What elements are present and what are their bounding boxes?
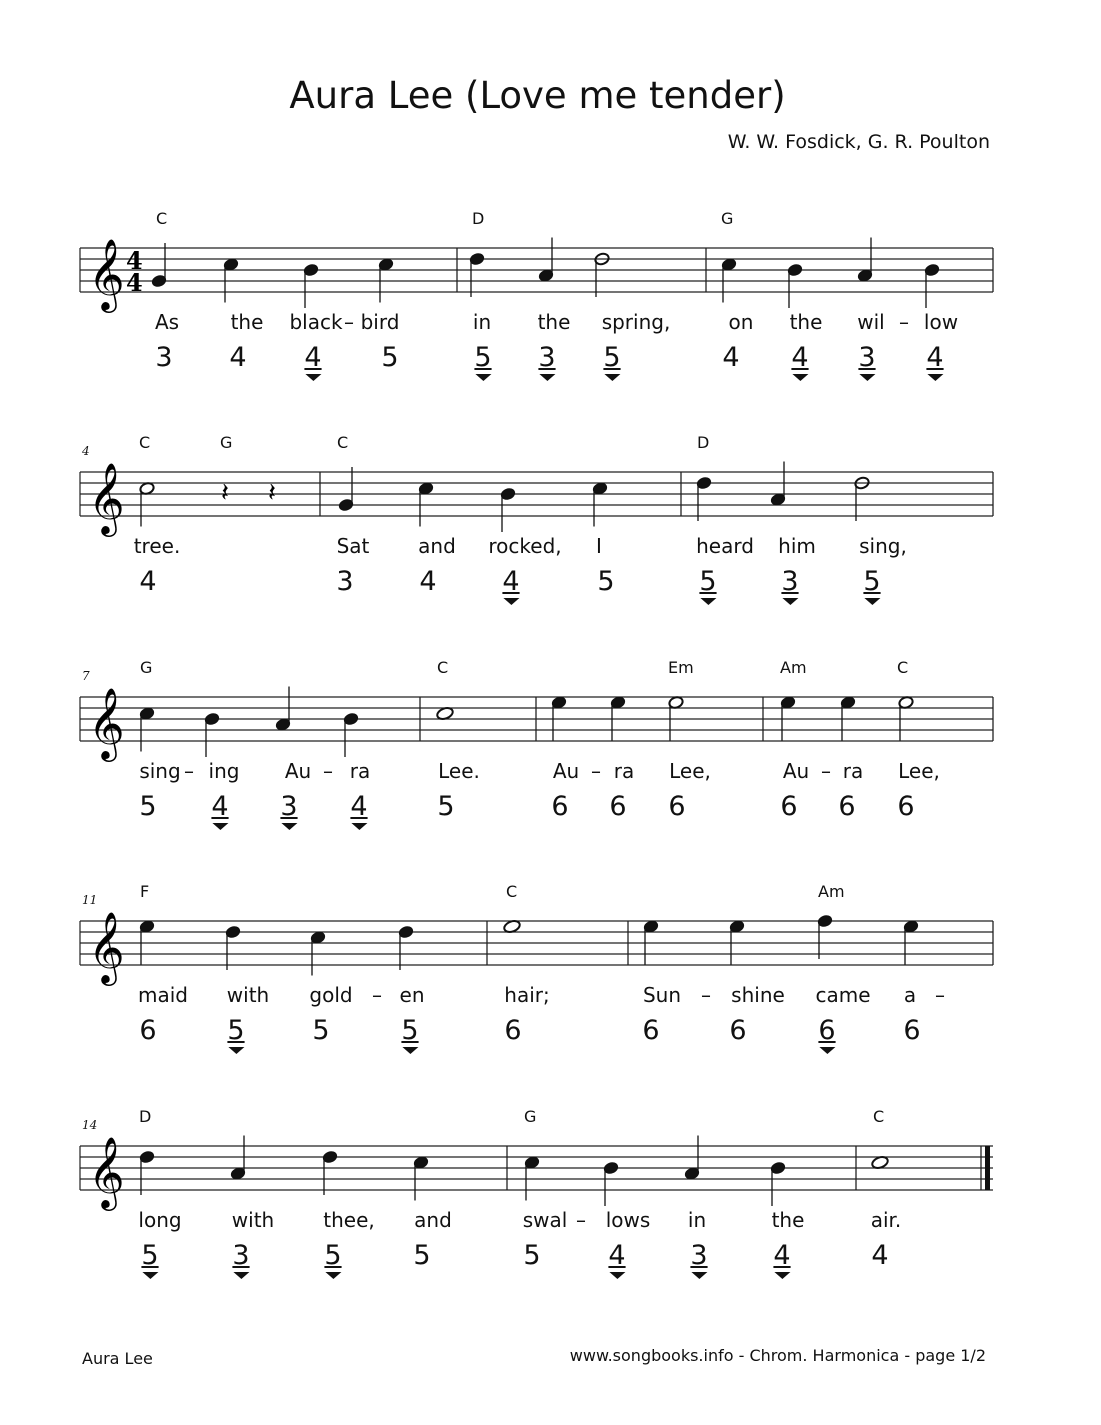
measure-number: 14: [82, 1118, 98, 1132]
harmonica-hole-number: 4: [871, 1240, 889, 1271]
lyric-syllable: –: [701, 983, 711, 1007]
lyric-syllable: shine: [731, 983, 785, 1007]
harmonica-hole-draw: [304, 342, 321, 381]
draw-arrow-icon: [325, 1272, 341, 1279]
harmonica-hole-number: 3: [155, 342, 173, 373]
lyric-syllable: sing,: [859, 534, 907, 558]
staff-system: [0, 879, 1101, 1089]
chord-symbol: G: [721, 209, 734, 228]
lyric-syllable: in: [687, 1208, 707, 1232]
quarter-note: [303, 263, 319, 308]
draw-arrow-icon: [819, 1047, 835, 1054]
harmonica-hole-number: 3: [538, 342, 556, 373]
draw-arrow-icon: [475, 374, 491, 381]
chord-symbol: C: [156, 209, 168, 228]
staff: [0, 1104, 1101, 1224]
quarter-note: [225, 925, 241, 970]
lyric-syllable: wil: [857, 310, 885, 334]
quarter-note: [696, 476, 712, 521]
harmonica-hole-blow: [139, 791, 156, 823]
harmonica-hole-number: 4: [304, 342, 322, 373]
lyric-syllable: air.: [870, 1208, 902, 1232]
harmonica-hole-blow: [729, 1015, 746, 1047]
lyric-syllable: a: [903, 983, 917, 1007]
harmonica-hole-draw: [608, 1240, 625, 1279]
lyric-syllable: with: [226, 983, 270, 1007]
harmonica-hole-draw: [690, 1240, 707, 1279]
harmonica-hole-blow: [419, 566, 436, 598]
quarter-note: [413, 1155, 429, 1200]
lyric-syllable: ra: [613, 759, 635, 783]
chord-symbol: C: [506, 882, 518, 901]
treble-clef-icon: 𝄞: [88, 461, 125, 534]
quarter-note: [204, 712, 220, 757]
footer-source: www.songbooks.info - Chrom. Harmonica - page 1/2: [569, 1346, 986, 1365]
staff-system: [0, 1104, 1101, 1314]
harmonica-hole-number: 4: [773, 1240, 791, 1271]
harmonica-hole-number: 5: [699, 566, 717, 597]
chord-symbol: Em: [668, 658, 694, 677]
harmonica-hole-number: 6: [139, 1015, 157, 1046]
harmonica-hole-draw: [791, 342, 808, 381]
harmonica-hole-blow: [413, 1240, 430, 1272]
harmonica-hole-number: 4: [502, 566, 520, 597]
lyric-syllable: –: [323, 759, 333, 783]
lyric-syllable: tree.: [133, 534, 181, 558]
lyric-syllable: Au: [284, 759, 312, 783]
lyric-syllable: maid: [138, 983, 188, 1007]
draw-arrow-icon: [792, 374, 808, 381]
time-signature-top: 4: [126, 246, 143, 275]
harmonica-hole-number: 4: [211, 791, 229, 822]
lyric-syllable: –: [184, 759, 194, 783]
half-note: [668, 695, 684, 740]
lyric-syllable: ra: [842, 759, 864, 783]
measure-number: 11: [82, 893, 98, 907]
quarter-note: [840, 695, 856, 740]
harmonica-hole-number: 4: [139, 566, 157, 597]
quarter-note: [924, 263, 940, 308]
lyric-syllable: and: [418, 534, 456, 558]
harmonica-hole-blow: [838, 791, 855, 823]
quarter-note: [139, 919, 155, 964]
quarter-note: [310, 930, 326, 975]
draw-arrow-icon: [233, 1272, 249, 1279]
composer-credit: W. W. Fosdick, G. R. Poulton: [727, 131, 990, 153]
chord-symbol: G: [524, 1107, 537, 1126]
quarter-note: [378, 257, 394, 302]
harmonica-hole-draw: [350, 791, 367, 830]
lyric-syllable: I: [596, 534, 602, 558]
lyric-syllable: –: [576, 1208, 586, 1232]
harmonica-hole-draw: [858, 342, 875, 381]
final-barline: [985, 1146, 990, 1190]
lyric-syllable: spring,: [601, 310, 671, 334]
lyric-syllable: swal: [522, 1208, 568, 1232]
harmonica-hole-draw: [211, 791, 228, 830]
treble-clef-icon: 𝄞: [88, 1135, 125, 1208]
lyric-syllable: ing: [208, 759, 240, 783]
harmonica-hole-number: 5: [413, 1240, 431, 1271]
draw-arrow-icon: [539, 374, 555, 381]
harmonica-hole-number: 5: [863, 566, 881, 597]
lyric-syllable: rocked,: [488, 534, 562, 558]
treble-clef-icon: 𝄞: [88, 686, 125, 759]
harmonica-hole-number: 6: [903, 1015, 921, 1046]
chord-symbol: Am: [780, 658, 807, 677]
quarter-note: [139, 1150, 155, 1195]
staff-system: [0, 430, 1101, 640]
harmonica-hole-number: 4: [350, 791, 368, 822]
measure-number: 7: [82, 669, 90, 683]
quarter-note: [398, 925, 414, 970]
harmonica-hole-blow: [139, 1015, 156, 1047]
harmonica-hole-blow: [668, 791, 685, 823]
lyric-syllable: Au: [782, 759, 810, 783]
staff: [0, 430, 1101, 550]
harmonica-hole-number: 5: [474, 342, 492, 373]
lyric-syllable: long: [138, 1208, 182, 1232]
chord-symbol: F: [140, 882, 150, 901]
lyric-syllable: Lee,: [669, 759, 711, 783]
lyric-syllable: and: [414, 1208, 452, 1232]
quarter-note: [551, 695, 567, 740]
quarter-note: [770, 462, 786, 507]
chord-symbol: D: [139, 1107, 152, 1126]
harmonica-hole-draw: [538, 342, 555, 381]
harmonica-hole-blow: [155, 342, 172, 374]
draw-arrow-icon: [305, 374, 321, 381]
quarter-note: [322, 1150, 338, 1195]
harmonica-hole-number: 5: [523, 1240, 541, 1271]
draw-arrow-icon: [281, 823, 297, 830]
harmonica-hole-number: 6: [504, 1015, 522, 1046]
harmonica-hole-number: 3: [858, 342, 876, 373]
quarter-note: [729, 919, 745, 964]
lyric-syllable: on: [728, 310, 754, 334]
lyric-syllable: black: [289, 310, 343, 334]
quarter-note: [275, 687, 291, 732]
lyric-syllable: –: [591, 759, 601, 783]
harmonica-hole-blow: [551, 791, 568, 823]
harmonica-hole-draw: [324, 1240, 341, 1279]
quarter-rest: 𝄽: [268, 478, 276, 508]
quarter-note: [817, 914, 833, 959]
draw-arrow-icon: [228, 1047, 244, 1054]
quarter-note: [903, 919, 919, 964]
harmonica-hole-draw: [227, 1015, 244, 1054]
harmonica-hole-number: 3: [781, 566, 799, 597]
draw-arrow-icon: [782, 598, 798, 605]
harmonica-hole-draw: [474, 342, 491, 381]
draw-arrow-icon: [142, 1272, 158, 1279]
chord-symbol: C: [139, 433, 151, 452]
quarter-note: [610, 695, 626, 740]
harmonica-hole-number: 6: [897, 791, 915, 822]
lyric-syllable: –: [372, 983, 382, 1007]
lyric-syllable: ra: [349, 759, 371, 783]
quarter-note: [780, 695, 796, 740]
lyric-syllable: –: [344, 310, 354, 334]
lyric-syllable: en: [399, 983, 425, 1007]
draw-arrow-icon: [774, 1272, 790, 1279]
harmonica-hole-number: 4: [791, 342, 809, 373]
quarter-note: [787, 263, 803, 308]
lyric-syllable: lows: [605, 1208, 651, 1232]
harmonica-hole-draw: [699, 566, 716, 605]
harmonica-hole-number: 5: [603, 342, 621, 373]
chord-symbol: G: [220, 433, 233, 452]
quarter-note: [469, 252, 485, 297]
chord-symbol: C: [437, 658, 449, 677]
chord-symbol: D: [472, 209, 485, 228]
harmonica-hole-number: 6: [668, 791, 686, 822]
lyric-syllable: the: [771, 1208, 805, 1232]
harmonica-hole-number: 4: [229, 342, 247, 373]
lyric-syllable: Sun: [642, 983, 682, 1007]
harmonica-hole-number: 5: [597, 566, 615, 597]
quarter-note: [592, 481, 608, 526]
chord-symbol: C: [337, 433, 349, 452]
harmonica-hole-blow: [871, 1240, 888, 1272]
quarter-note: [857, 238, 873, 283]
draw-arrow-icon: [864, 598, 880, 605]
harmonica-hole-number: 4: [608, 1240, 626, 1271]
draw-arrow-icon: [402, 1047, 418, 1054]
draw-arrow-icon: [691, 1272, 707, 1279]
half-note: [139, 481, 155, 526]
staff-system: [0, 206, 1101, 416]
lyric-syllable: sing: [139, 759, 181, 783]
staff: [0, 655, 1101, 775]
harmonica-hole-number: 6: [642, 1015, 660, 1046]
harmonica-hole-draw: [863, 566, 880, 605]
lyric-syllable: Lee,: [898, 759, 940, 783]
quarter-note: [684, 1136, 700, 1181]
harmonica-hole-number: 5: [312, 1015, 330, 1046]
time-signature-bottom: 4: [126, 268, 143, 297]
lyric-syllable: gold: [309, 983, 353, 1007]
harmonica-hole-number: 5: [437, 791, 455, 822]
draw-arrow-icon: [351, 823, 367, 830]
harmonica-hole-draw: [401, 1015, 418, 1054]
harmonica-hole-number: 5: [401, 1015, 419, 1046]
harmonica-hole-draw: [141, 1240, 158, 1279]
quarter-note: [343, 712, 359, 757]
harmonica-hole-number: 6: [780, 791, 798, 822]
quarter-note: [500, 487, 516, 532]
harmonica-hole-number: 6: [609, 791, 627, 822]
harmonica-hole-draw: [818, 1015, 835, 1054]
harmonica-hole-blow: [437, 791, 454, 823]
song-title: Aura Lee (Love me tender): [289, 74, 786, 117]
treble-clef-icon: 𝄞: [88, 910, 125, 983]
harmonica-hole-number: 5: [227, 1015, 245, 1046]
harmonica-hole-number: 3: [232, 1240, 250, 1271]
quarter-note: [151, 243, 167, 288]
lyric-syllable: with: [231, 1208, 275, 1232]
harmonica-hole-draw: [232, 1240, 249, 1279]
harmonica-hole-number: 6: [729, 1015, 747, 1046]
draw-arrow-icon: [859, 374, 875, 381]
harmonica-hole-number: 4: [926, 342, 944, 373]
harmonica-hole-draw: [781, 566, 798, 605]
quarter-note: [230, 1136, 246, 1181]
quarter-note: [524, 1155, 540, 1200]
harmonica-hole-blow: [903, 1015, 920, 1047]
quarter-note: [770, 1161, 786, 1206]
quarter-note: [603, 1161, 619, 1206]
harmonica-hole-blow: [504, 1015, 521, 1047]
harmonica-hole-blow: [336, 566, 353, 598]
lyric-syllable: came: [815, 983, 871, 1007]
quarter-note: [538, 238, 554, 283]
harmonica-hole-blow: [897, 791, 914, 823]
harmonica-hole-draw: [773, 1240, 790, 1279]
lyric-syllable: Au: [552, 759, 580, 783]
draw-arrow-icon: [212, 823, 228, 830]
harmonica-hole-blow: [597, 566, 614, 598]
harmonica-hole-number: 6: [818, 1015, 836, 1046]
lyric-syllable: Lee.: [438, 759, 480, 783]
draw-arrow-icon: [609, 1272, 625, 1279]
quarter-note: [643, 919, 659, 964]
lyric-syllable: bird: [360, 310, 400, 334]
chord-symbol: C: [873, 1107, 885, 1126]
measure-number: 4: [82, 444, 90, 458]
harmonica-hole-number: 4: [722, 342, 740, 373]
chord-symbol: G: [140, 658, 153, 677]
quarter-rest: 𝄽: [221, 478, 229, 508]
lyric-syllable: –: [899, 310, 909, 334]
lyric-syllable: heard: [696, 534, 754, 558]
lyric-syllable: low: [923, 310, 959, 334]
draw-arrow-icon: [927, 374, 943, 381]
harmonica-hole-number: 3: [280, 791, 298, 822]
lyric-syllable: –: [935, 983, 945, 1007]
harmonica-hole-number: 5: [324, 1240, 342, 1271]
lyric-syllable: hair;: [504, 983, 550, 1007]
harmonica-hole-blow: [381, 342, 398, 374]
harmonica-hole-number: 3: [690, 1240, 708, 1271]
harmonica-hole-blow: [642, 1015, 659, 1047]
quarter-note: [223, 257, 239, 302]
harmonica-hole-draw: [603, 342, 620, 381]
harmonica-hole-blow: [609, 791, 626, 823]
lyric-syllable: in: [472, 310, 492, 334]
chord-symbol: D: [697, 433, 710, 452]
chord-symbol: Am: [818, 882, 845, 901]
lyric-syllable: Sat: [336, 534, 370, 558]
harmonica-hole-blow: [229, 342, 246, 374]
harmonica-hole-number: 6: [551, 791, 569, 822]
lyric-syllable: the: [537, 310, 571, 334]
footer-song-name: Aura Lee: [82, 1349, 153, 1368]
draw-arrow-icon: [604, 374, 620, 381]
treble-clef-icon: 𝄞: [88, 237, 125, 310]
harmonica-hole-draw: [280, 791, 297, 830]
harmonica-hole-number: 5: [139, 791, 157, 822]
lyric-syllable: As: [154, 310, 180, 334]
harmonica-hole-number: 5: [141, 1240, 159, 1271]
quarter-note: [338, 467, 354, 512]
staff: [0, 879, 1101, 999]
quarter-note: [139, 706, 155, 751]
quarter-note: [721, 257, 737, 302]
staff-system: [0, 655, 1101, 865]
harmonica-hole-number: 3: [336, 566, 354, 597]
lyric-syllable: the: [230, 310, 264, 334]
chord-symbol: C: [897, 658, 909, 677]
harmonica-hole-blow: [722, 342, 739, 374]
harmonica-hole-blow: [139, 566, 156, 598]
harmonica-hole-number: 4: [419, 566, 437, 597]
harmonica-hole-blow: [780, 791, 797, 823]
harmonica-hole-blow: [523, 1240, 540, 1272]
harmonica-hole-number: 5: [381, 342, 399, 373]
half-note: [898, 695, 914, 740]
harmonica-hole-number: 6: [838, 791, 856, 822]
lyric-syllable: –: [821, 759, 831, 783]
draw-arrow-icon: [700, 598, 716, 605]
draw-arrow-icon: [503, 598, 519, 605]
lyric-syllable: him: [778, 534, 816, 558]
lyric-syllable: thee,: [323, 1208, 375, 1232]
quarter-note: [418, 481, 434, 526]
harmonica-hole-draw: [926, 342, 943, 381]
harmonica-hole-blow: [312, 1015, 329, 1047]
harmonica-hole-draw: [502, 566, 519, 605]
lyric-syllable: the: [789, 310, 823, 334]
